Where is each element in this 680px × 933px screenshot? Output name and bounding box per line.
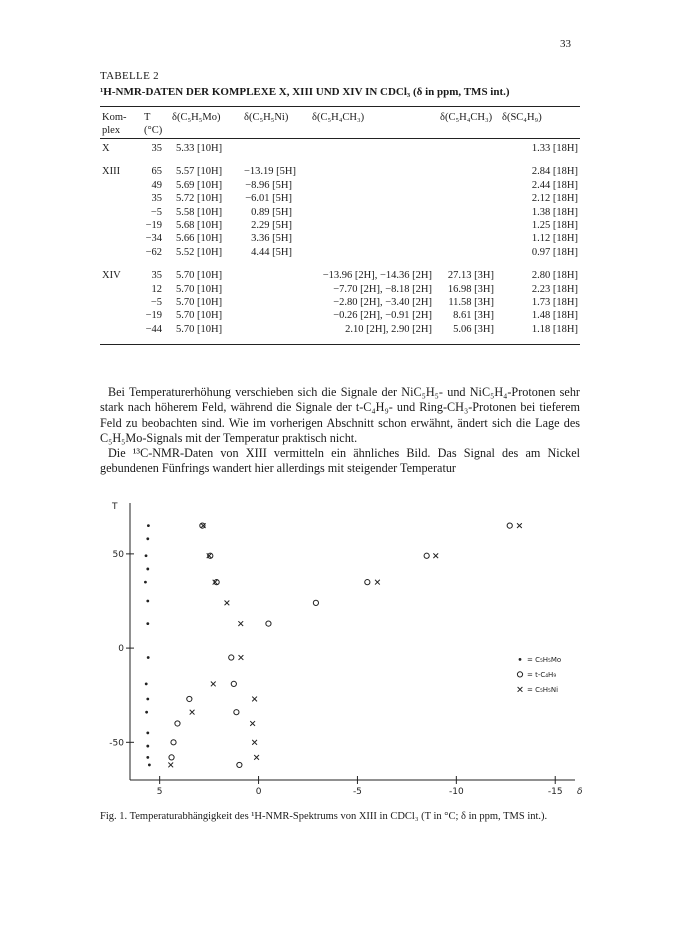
data-point-cross [190, 710, 195, 715]
data-point-cross [239, 655, 244, 660]
table-cell-ring [310, 138, 438, 155]
table-cell-ni [242, 309, 310, 322]
data-point-circle [234, 710, 239, 715]
x-tick-label: 5 [156, 787, 163, 797]
table-row [100, 138, 580, 155]
table-cell-t: 35 [151, 270, 162, 282]
table-cell-complex [100, 219, 142, 232]
table-cell-t: −34 [145, 233, 162, 245]
table-cell-t: 65 [151, 166, 162, 178]
data-point-cross [238, 621, 243, 626]
table-cell-complex [100, 179, 142, 192]
data-point-dot [146, 568, 149, 571]
temperature-chart [90, 495, 590, 805]
table-row [100, 179, 580, 192]
data-point-dot [146, 537, 149, 540]
legend-marker-circle [517, 672, 522, 677]
table-row [100, 232, 580, 245]
data-point-dot [147, 656, 150, 659]
data-point-cross [250, 721, 255, 726]
table-cell-bu: 1.12 [18H] [531, 233, 578, 245]
data-point-cross [433, 553, 438, 558]
data-point-cross [254, 755, 259, 760]
data-point-circle [175, 721, 180, 726]
table-cell-ring [310, 179, 438, 192]
table-row [100, 246, 580, 259]
data-point-circle [313, 600, 318, 605]
header-c5h5ni: δ(C₅H₅Ni) [244, 112, 289, 123]
table-cell-bu: 2.44 [18H] [531, 179, 578, 191]
data-point-circle [229, 655, 234, 660]
paragraph: Die ¹³C-NMR-Daten von XIII vermitteln ein ähnliches Bild. Das Signal des am Nickel gebundenen Fünfrings wandert hier allerdings mit steigender Temperatur [100, 446, 580, 476]
table-cell-ring: −7.70 [2H], −8.18 [2H] [333, 283, 432, 295]
table-cell-mo: 5.66 [10H] [176, 233, 223, 245]
data-point-dot [145, 711, 148, 714]
table-row [100, 296, 580, 309]
paragraph: Bei Temperaturerhöhung verschieben sich die Signale der NiC₅H₅- und NiC₅H₄-Protonen sehr stark nach höherem Feld, während die Signale der t-C₄H₉- und Ring-CH₃-Protonen bei tieferem Feld zu beobachten sind. Wie im vorherigen Abschnitt schon erwähnt, ändert sich die Lage des C₅H₅Mo-Signals mit der Temperatur praktisch nicht. [100, 385, 580, 445]
table-cell-bu: 1.38 [18H] [531, 206, 578, 218]
data-point-cross [252, 697, 257, 702]
table-cell-ch3 [438, 206, 500, 219]
table-cell-ch3 [438, 155, 500, 178]
data-point-circle [200, 523, 205, 528]
table-cell-ch3: 8.61 [3H] [453, 310, 494, 322]
data-point-dot [146, 731, 149, 734]
data-point-dot [145, 554, 148, 557]
data-point-circle [507, 523, 512, 528]
data-point-circle [231, 681, 236, 686]
legend-marker-dot [519, 658, 522, 661]
table-cell-ring [310, 192, 438, 205]
header-c5h5mo: δ(C₅H₅Mo) [172, 112, 221, 123]
data-point-circle [266, 621, 271, 626]
nmr-table [100, 110, 580, 336]
table-row [100, 323, 580, 336]
table-cell-mo: 5.70 [10H] [176, 323, 223, 335]
legend-marker-cross [518, 687, 523, 692]
figure-caption: Fig. 1. Temperaturabhängigkeit des ¹H-NMR-Spektrums von XIII in CDCl₃ (T in °C; δ in ppm, TMS int.). [100, 811, 548, 822]
table-cell-t: −62 [145, 246, 162, 258]
table-cell-bu: 1.48 [18H] [531, 310, 578, 322]
table-cell-mo: 5.57 [10H] [176, 166, 223, 178]
table-cell-t: −44 [145, 323, 162, 335]
table-cell-bu: 2.84 [18H] [531, 166, 578, 178]
table-cell-t: 35 [151, 193, 162, 205]
table-cell-t: −19 [145, 310, 162, 322]
data-point-dot [148, 764, 151, 767]
table-bottom-rule [100, 344, 580, 345]
header-sc4h9: δ(SC₄H₉) [502, 112, 542, 123]
data-point-circle [187, 696, 192, 701]
data-point-dot [146, 745, 149, 748]
data-point-cross [252, 740, 257, 745]
table-cell-ni: 0.89 [5H] [251, 206, 292, 218]
table-row [100, 309, 580, 322]
table-cell-bu: 1.25 [18H] [531, 220, 578, 232]
table-cell-ni: −6.01 [5H] [245, 193, 292, 205]
table-cell-mo: 5.52 [10H] [176, 246, 223, 258]
table-cell-mo: 5.70 [10H] [176, 297, 223, 309]
x-tick-label: 0 [255, 787, 262, 797]
table-cell-ring [310, 155, 438, 178]
table-row [100, 219, 580, 232]
data-point-dot [146, 756, 149, 759]
table-cell-mo: 5.70 [10H] [176, 310, 223, 322]
table-cell-ring [310, 219, 438, 232]
table-cell-mo: 5.70 [10H] [176, 283, 223, 295]
table-cell-complex: XIII [102, 166, 121, 178]
legend-label: = C₅H₅Mo [527, 655, 562, 664]
table-cell-t: −5 [150, 206, 162, 218]
table-cell-mo: 5.70 [10H] [176, 270, 223, 282]
x-tick-label: -15 [547, 787, 563, 797]
x-tick-label: -5 [352, 787, 362, 797]
data-point-circle [171, 740, 176, 745]
table-cell-ch3 [438, 192, 500, 205]
data-point-cross [375, 580, 380, 585]
table-cell-ni: 2.29 [5H] [251, 220, 292, 232]
data-point-circle [365, 580, 370, 585]
table-cell-ring: −2.80 [2H], −3.40 [2H] [333, 297, 432, 309]
y-tick-label: 0 [118, 644, 124, 655]
table-cell-bu: 2.80 [18H] [531, 270, 578, 282]
table-cell-t: 49 [151, 179, 162, 191]
table-cell-complex [100, 323, 142, 336]
header-c5h4ch3: δ(C₅H₄CH₃) [312, 112, 365, 123]
y-axis-label: T [112, 502, 118, 512]
data-point-circle [169, 755, 174, 760]
table-cell-ni [242, 296, 310, 309]
table-cell-complex [100, 232, 142, 245]
table-cell-ch3 [438, 246, 500, 259]
table-cell-mo: 5.72 [10H] [176, 193, 223, 205]
y-tick-label: -50 [109, 738, 124, 749]
table-cell-complex: X [102, 143, 110, 154]
table-cell-complex [100, 192, 142, 205]
table-cell-ch3 [438, 232, 500, 245]
table-row [100, 283, 580, 296]
table-cell-ni [242, 323, 310, 336]
table-row [100, 259, 580, 282]
table-cell-t: 12 [151, 283, 162, 295]
data-point-cross [168, 763, 173, 768]
table-cell-complex: XIV [102, 270, 121, 282]
header-temperature: T (°C) [144, 112, 163, 136]
table-cell-mo: 5.69 [10H] [176, 179, 223, 191]
table-cell-ni: 4.44 [5H] [251, 246, 292, 258]
table-cell-bu: 1.18 [18H] [531, 323, 578, 335]
y-tick-label: 50 [112, 549, 124, 560]
table-label: TABELLE 2 [100, 70, 159, 82]
table-cell-ch3 [438, 138, 500, 155]
table-caption: ¹H-NMR-DATEN DER KOMPLEXE X, XIII UND XIV IN CDCl₃ (δ in ppm, TMS int.) [100, 86, 510, 98]
table-cell-complex [100, 283, 142, 296]
table-cell-ch3 [438, 219, 500, 232]
table-cell-complex [100, 309, 142, 322]
data-point-dot [146, 600, 149, 603]
table-cell-ch3: 16.98 [3H] [447, 283, 494, 295]
table-cell-bu: 2.23 [18H] [531, 283, 578, 295]
table-cell-ch3: 11.58 [3H] [448, 297, 494, 309]
data-point-cross [225, 600, 230, 605]
table-cell-mo: 5.58 [10H] [176, 206, 223, 218]
table-cell-ring: −0.26 [2H], −0.91 [2H] [333, 310, 432, 322]
legend-label: = t-C₄H₉ [527, 670, 557, 679]
table-cell-bu: 0.97 [18H] [531, 246, 578, 258]
table-row [100, 192, 580, 205]
table-cell-mo: 5.33 [10H] [176, 143, 223, 154]
table-cell-ring: 2.10 [2H], 2.90 [2H] [345, 323, 432, 335]
table-cell-bu: 2.12 [18H] [531, 193, 578, 205]
table-cell-ring [310, 246, 438, 259]
table-cell-ring: −13.96 [2H], −14.36 [2H] [322, 270, 432, 282]
data-point-dot [146, 698, 149, 701]
x-axis-label: δ [577, 787, 583, 797]
data-point-dot [147, 524, 150, 527]
page-number: 33 [560, 38, 571, 50]
table-cell-ni: 3.36 [5H] [251, 233, 292, 245]
table-cell-ni: −13.19 [5H] [244, 166, 296, 178]
table-cell-ni [242, 138, 310, 155]
table-cell-t: 35 [151, 143, 162, 154]
table-cell-mo: 5.68 [10H] [176, 220, 223, 232]
data-point-cross [211, 681, 216, 686]
legend-label: = C₅H₅Ni [527, 685, 559, 694]
table-cell-bu: 1.73 [18H] [531, 297, 578, 309]
table-row [100, 206, 580, 219]
table-cell-ring [310, 232, 438, 245]
table-cell-ni: −8.96 [5H] [245, 179, 292, 191]
table-cell-ch3: 5.06 [3H] [453, 323, 494, 335]
data-point-dot [145, 682, 148, 685]
table-cell-ring [310, 206, 438, 219]
table-top-rule [100, 106, 580, 107]
header-complex: Kom- plex [102, 112, 127, 136]
table-cell-complex [100, 296, 142, 309]
table-cell-ni [242, 259, 310, 282]
body-text [100, 385, 580, 477]
x-tick-label: -10 [448, 787, 464, 797]
table-cell-bu: 1.33 [18H] [531, 143, 578, 154]
data-point-dot [146, 622, 149, 625]
table-cell-complex [100, 246, 142, 259]
table-cell-ch3: 27.13 [3H] [447, 270, 494, 282]
table-cell-ni [242, 283, 310, 296]
data-point-circle [424, 553, 429, 558]
data-point-circle [237, 762, 242, 767]
table-cell-complex [100, 206, 142, 219]
header-ch3: δ(C₅H₄CH₃) [440, 112, 493, 123]
table-cell-ch3 [438, 179, 500, 192]
table-header-row [100, 110, 580, 138]
table-cell-t: −5 [150, 297, 162, 309]
table-cell-t: −19 [145, 220, 162, 232]
data-point-cross [517, 523, 522, 528]
data-point-dot [144, 581, 147, 584]
table-row [100, 155, 580, 178]
